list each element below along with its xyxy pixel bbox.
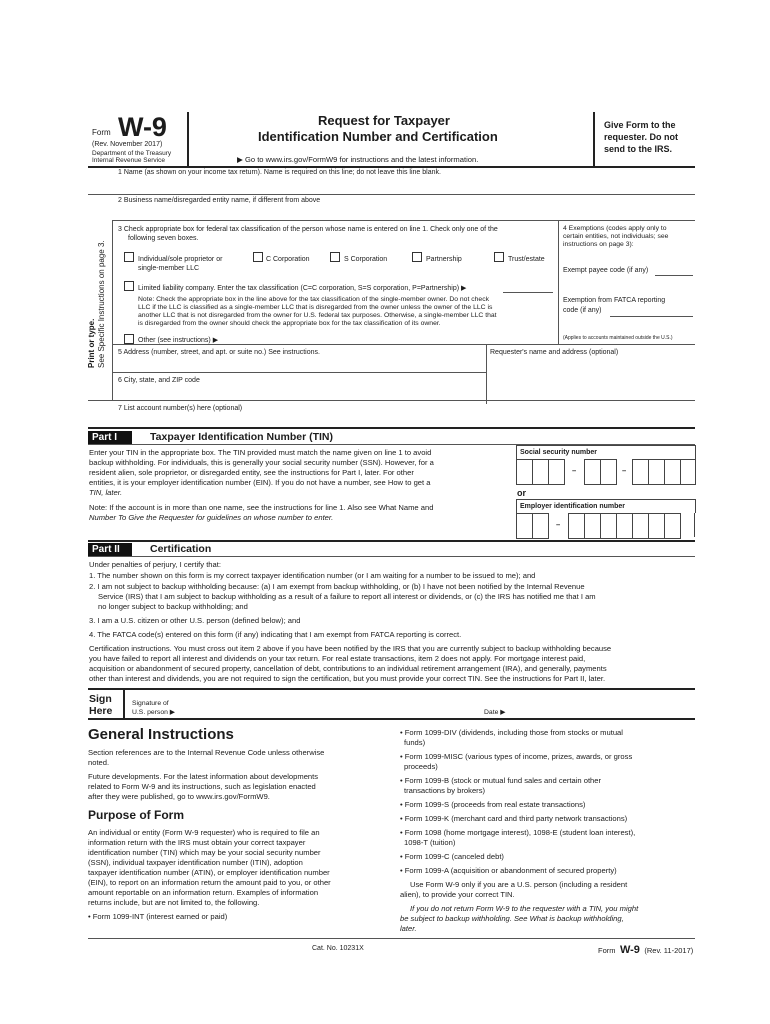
footer-form-prefix: Form (598, 946, 616, 955)
s-corp-checkbox[interactable] (330, 252, 340, 262)
part2-label: Part II (88, 543, 132, 556)
requester-input[interactable] (490, 358, 693, 402)
part2-title: Certification (150, 543, 212, 555)
llc-note-2: LLC if the LLC is classified as a single-member LLC that is disregarded from the owner unless the owner of the LLC is (138, 304, 493, 311)
revision-date: (Rev. November 2017) (92, 141, 163, 148)
city-input[interactable] (118, 385, 483, 399)
line5-label: 5 Address (number, street, and apt. or suite no.) See instructions. (118, 349, 320, 356)
exempt-payee-label: Exempt payee code (if any) (563, 267, 649, 274)
general-instructions-title: General Instructions (88, 726, 234, 743)
requester-label: Requester's name and address (optional) (490, 349, 619, 356)
date-label: Date ▶ (484, 709, 506, 716)
s-corp-label: S Corporation (344, 256, 388, 263)
partnership-checkbox[interactable] (412, 252, 422, 262)
signature-input[interactable] (195, 696, 480, 716)
title-line1: Request for Taxpayer (318, 113, 450, 128)
form-code: W-9 (118, 112, 167, 142)
partnership-label: Partnership (426, 256, 462, 263)
other-checkbox[interactable] (124, 334, 134, 344)
business-name-input[interactable] (118, 206, 693, 220)
part1-label: Part I (88, 431, 132, 444)
line3-sub: following seven boxes. (128, 235, 199, 242)
llc-note-1: Note: Check the appropriate box in the line above for the tax classification of the single-member owner. Do not check (138, 296, 489, 303)
line1-label: 1 Name (as shown on your income tax return). Name is required on this line; do not leave this line blank. (118, 169, 441, 176)
llc-note-3: another LLC that is not disregarded from the owner for U.S. federal tax purposes. Otherwise, a single-member LLC that (138, 312, 497, 319)
trust-label: Trust/estate (508, 256, 545, 263)
fatca-label-2: code (if any) (563, 307, 602, 314)
applies-note: (Applies to accounts maintained outside the U.S.) (563, 335, 673, 341)
sign-label: Sign (89, 693, 112, 705)
individual-label-1: Individual/sole proprietor or (138, 256, 223, 263)
c-corp-checkbox[interactable] (253, 252, 263, 262)
llc-checkbox[interactable] (124, 281, 134, 291)
give-form-line2: requester. Do not (604, 132, 679, 142)
give-form-line3: send to the IRS. (604, 144, 673, 154)
c-corp-label: C Corporation (266, 256, 310, 263)
part1-title: Taxpayer Identification Number (TIN) (150, 431, 333, 443)
ssn-label: Social security number (520, 449, 598, 456)
date-input[interactable] (515, 696, 693, 716)
exempt-payee-input[interactable] (655, 275, 693, 276)
llc-classification-input[interactable] (503, 292, 553, 293)
ssn-header-box (516, 445, 696, 459)
form-word: Form (92, 128, 111, 137)
exemptions-label-1: 4 Exemptions (codes apply only to (563, 225, 667, 232)
purpose-of-form-title: Purpose of Form (88, 808, 185, 822)
individual-checkbox[interactable] (124, 252, 134, 262)
account-input[interactable] (118, 413, 693, 425)
ein-header-box (516, 499, 696, 513)
footer-form-id (598, 940, 693, 958)
title-line2: Identification Number and Certification (258, 129, 498, 144)
here-label: Here (89, 705, 113, 717)
signature-label-2: U.S. person ▶ (132, 709, 176, 716)
side-instructions (87, 138, 107, 368)
exemptions-label-3: instructions on page 3): (563, 241, 634, 248)
trust-checkbox[interactable] (494, 252, 504, 262)
name-input[interactable] (118, 178, 693, 194)
llc-label: Limited liability company. Enter the tax classification (C=C corporation, S=S corporation, P=Partnership) ▶ (138, 285, 467, 292)
ein-label: Employer identification number (520, 503, 626, 510)
individual-label-2: single-member LLC (138, 265, 200, 272)
llc-note-4: is disregarded from the owner should check the appropriate box for the tax classification of its owner. (138, 320, 441, 327)
fatca-label-1: Exemption from FATCA reporting (563, 297, 666, 304)
ssn-dash-1: – (572, 466, 577, 475)
goto-instructions: ▶ Go to www.irs.gov/FormW9 for instructions and the latest information. (237, 155, 479, 164)
give-form-line1: Give Form to the (604, 120, 676, 130)
line7-label: 7 List account number(s) here (optional) (118, 405, 243, 412)
exemptions-label-2: certain entities, not individuals; see (563, 233, 669, 240)
department: Department of the Treasury (92, 150, 172, 157)
catalog-number: Cat. No. 10231X (312, 945, 364, 952)
fatca-input[interactable] (610, 316, 693, 317)
signature-label-1: Signature of (132, 700, 169, 707)
irs-label: Internal Revenue Service (92, 157, 165, 164)
footer-rev: (Rev. 11-2017) (644, 946, 694, 955)
side-see-specific: See Specific Instructions on page 3. (97, 240, 106, 368)
footer-form-code: W-9 (619, 944, 640, 956)
line6-label: 6 City, state, and ZIP code (118, 377, 200, 384)
line2-label: 2 Business name/disregarded entity name, if different from above (118, 197, 321, 204)
address-input[interactable] (118, 357, 483, 371)
ssn-dash-2: – (622, 466, 627, 475)
or-label: or (517, 488, 526, 498)
line3-label: 3 Check appropriate box for federal tax classification of the person whose name is entered on line 1. Check only one of the (118, 226, 498, 233)
other-label: Other (see instructions) ▶ (138, 337, 219, 344)
side-print-type: Print or type. (87, 318, 96, 368)
ein-dash: – (556, 520, 561, 529)
